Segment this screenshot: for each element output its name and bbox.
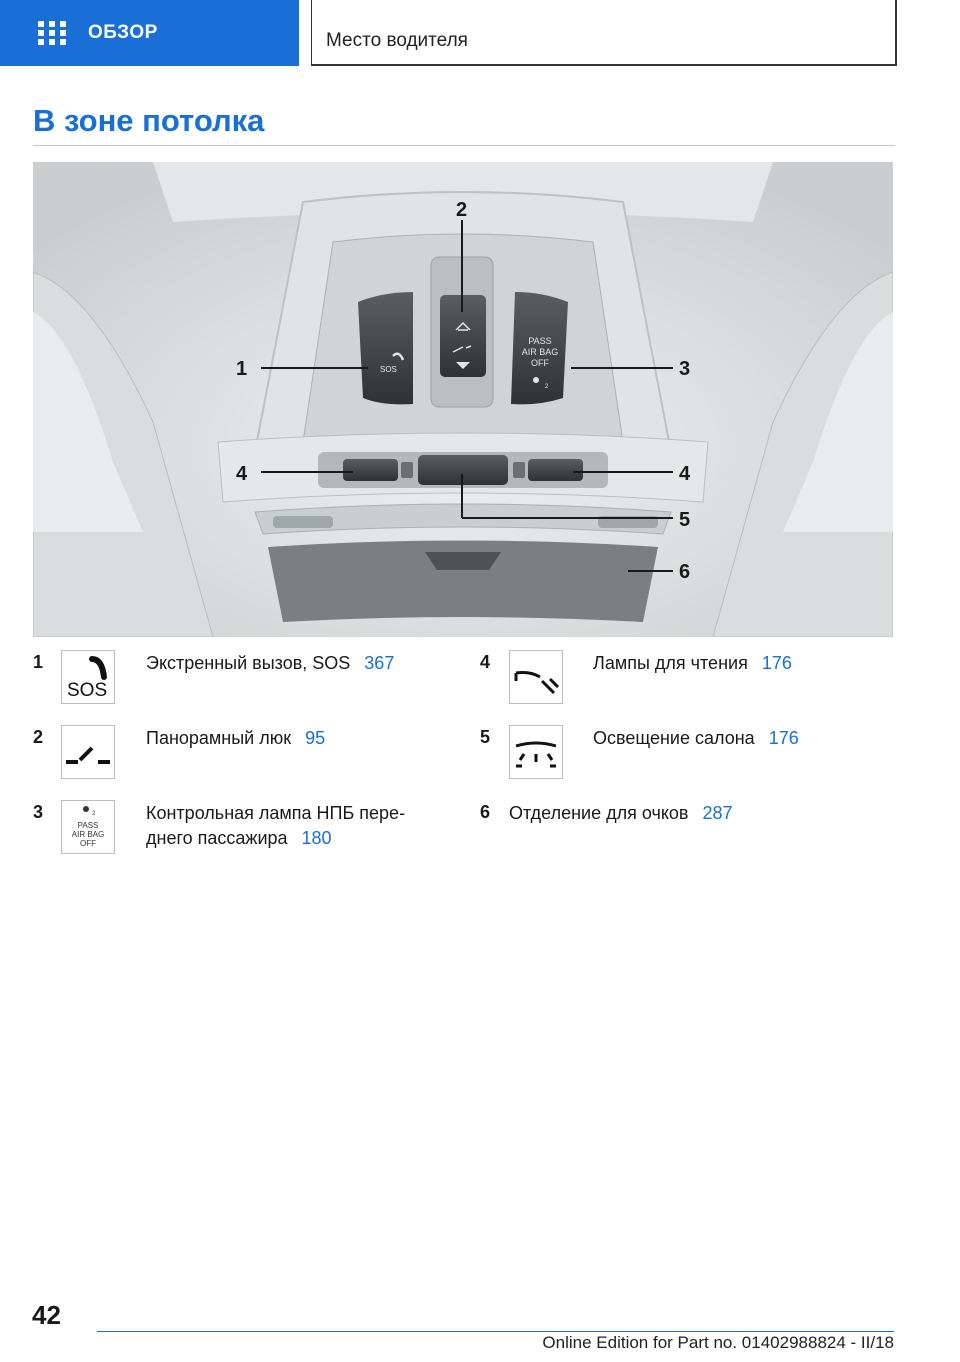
page-number: 42 [32,1300,61,1330]
overhead-console-figure [33,162,893,637]
compartment-handle [425,552,501,570]
legend-text-2: Панорамный люк [146,728,292,748]
reading-lamp-right-button [528,459,583,481]
legend-text-5: Освещение салона [593,728,755,748]
grid-menu-icon [38,21,66,45]
legend-item-6 [509,801,733,826]
legend-text-1: Экстренный вызов, SOS [146,653,351,673]
passenger-icon [533,377,539,383]
airbag-icon-off: OFF [80,839,96,848]
legend-item-5 [593,726,799,751]
page-link-287[interactable]: 287 [702,803,733,823]
callout-3: 3 [679,358,691,380]
interior-light-icon [509,725,563,779]
airbag-off-text: OFF [531,358,549,368]
legend-item-1 [146,651,394,676]
legend-text-4: Лампы для чтения [593,653,748,673]
overview-tab[interactable] [0,0,299,66]
page-title: В зоне потолка [33,103,265,138]
sos-call-icon [61,650,115,704]
legend-text-6: Отделение для очков [509,803,689,823]
left-lens [273,516,333,528]
callout-5: 5 [679,509,691,531]
legend-text-3-line2: днего пассажира [146,828,288,848]
airbag-off-lamp-icon [61,800,115,854]
airbag-pass-text: PASS [528,336,552,346]
page-link-176-interior[interactable]: 176 [768,728,799,748]
callout-6: 6 [679,561,691,583]
legend-item-3 [146,801,405,851]
footer-edition: Online Edition for Part no. 01402988824 - II/18 [542,1333,894,1352]
right-indicator [513,462,525,478]
callout-2: 2 [456,199,468,221]
overview-tab-label: ОБЗОР [88,22,158,43]
callout-4-right: 4 [679,463,691,485]
page-link-95[interactable]: 95 [305,728,326,748]
page-link-180[interactable]: 180 [301,828,332,848]
legend-number-6: 6 [480,802,491,822]
left-indicator [401,462,413,478]
airbag-icon-pass: PASS [77,821,99,830]
reading-lamp-icon [509,650,563,704]
title-divider [33,145,895,146]
airbag-icon-small-2: 2 [92,811,96,817]
legend-item-4 [593,651,792,676]
legend-number-5: 5 [480,727,491,747]
callout-4-left: 4 [236,463,248,485]
legend-text-3-line1: Контрольная лампа НПБ пере- [146,803,406,823]
sos-button [358,292,413,404]
legend-item-2 [146,726,325,751]
footer-divider [97,1331,894,1332]
legend-number-3: 3 [33,802,44,822]
airbag-text: AIR BAG [521,347,559,357]
airbag-small-2: 2 [545,384,549,390]
sos-button-label: SOS [380,365,397,374]
sos-icon-text: SOS [67,680,108,701]
legend-number-2: 2 [33,727,44,747]
legend-number-1: 1 [33,652,44,672]
section-header [311,0,897,66]
reading-lamp-left-button [343,459,398,481]
callout-1: 1 [236,358,248,380]
section-title: Место водителя [326,30,468,51]
airbag-icon-airbag: AIR BAG [71,830,105,839]
page-link-176-reading[interactable]: 176 [761,653,792,673]
legend-number-4: 4 [480,652,491,672]
page-link-367[interactable]: 367 [364,653,395,673]
panorama-roof-icon [61,725,115,779]
